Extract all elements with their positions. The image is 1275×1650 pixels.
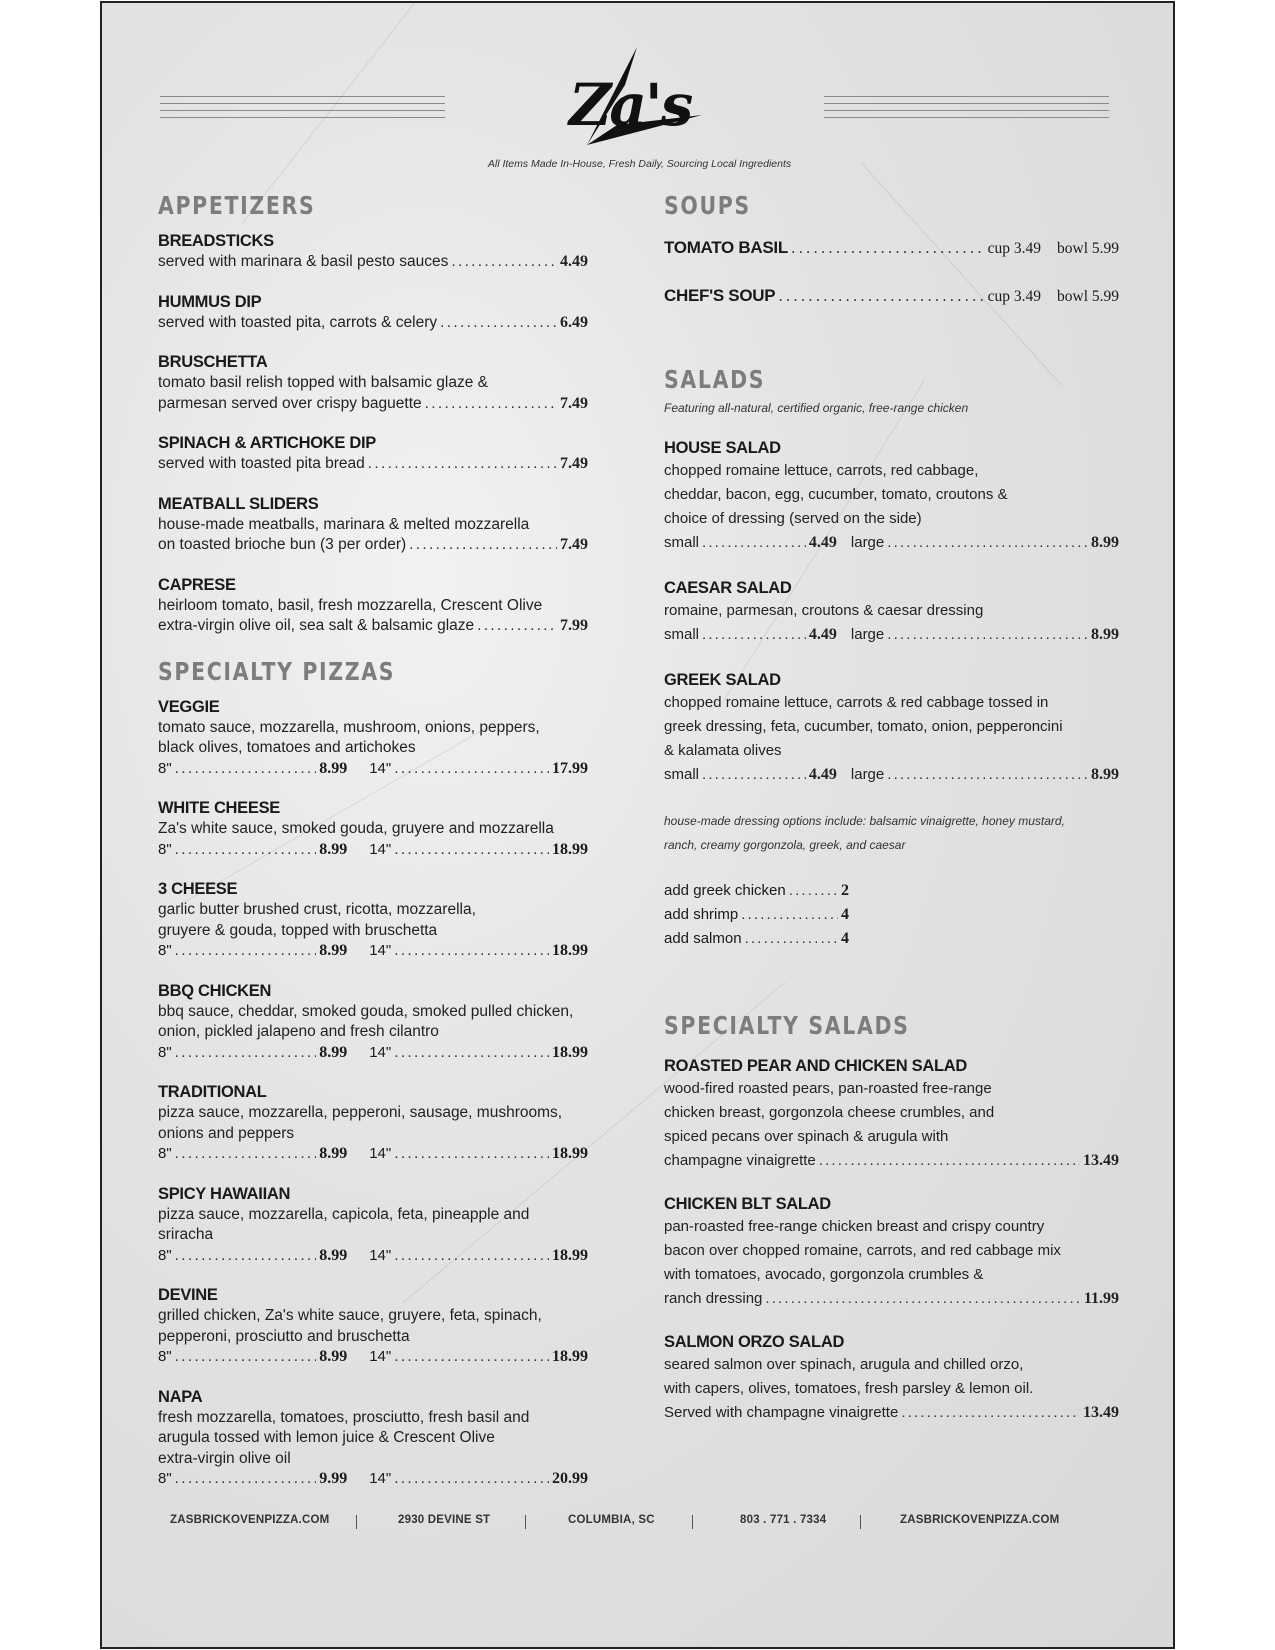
pizza-item [158,1081,588,1165]
salads-heading: SALADS [664,365,766,394]
small-size-price [158,840,347,861]
size-label: small [664,766,700,783]
size-price-row [158,1246,588,1267]
price-small: 8.99 [319,1043,348,1061]
price-large: 8.99 [1090,626,1119,643]
leader-dots [901,1401,1080,1425]
price-row [158,394,588,415]
small-size-price [158,1144,347,1165]
item-name: CHEF'S SOUP [664,286,776,305]
item-description: bbq sauce, cheddar, smoked gouda, smoked pulled chicken, [158,1002,574,1020]
item-description: champagne vinaigrette [664,1152,816,1169]
item-name: BREADSTICKS [158,232,274,250]
footer-phone: 803 . 771 . 7334 [740,1514,827,1526]
pizzas-list [158,696,588,1490]
size-price-row [158,1347,588,1368]
item-description: cheddar, bacon, egg, cucumber, tomato, croutons & [664,486,1008,503]
item-description: with tomatoes, avocado, gorgonzola crumbles & [664,1266,984,1283]
logo [557,45,717,155]
large-size-price [837,531,1119,555]
item-description: chopped romaine lettuce, carrots & red cabbage tossed in [664,694,1049,711]
price-row [158,616,588,637]
large-size-price [347,1043,588,1064]
item-price: 7.49 [560,455,588,472]
item-description: onions and peppers [158,1124,295,1142]
item-name: WHITE CHEESE [158,799,280,817]
large-size-price [347,759,588,780]
item-description: bacon over chopped romaine, carrots, and red cabbage mix [664,1242,1061,1259]
footer-address: 2930 DEVINE ST [398,1514,491,1526]
price-small: 8.99 [319,759,348,777]
size-label: 8" [158,942,172,959]
size-label: 14" [369,1145,392,1162]
item-name: NAPA [158,1387,203,1406]
large-size-price [347,1246,588,1267]
menu-page [100,1,1175,1649]
size-label: 8" [158,1246,172,1264]
soups-list [664,237,1119,307]
size-label: 14" [369,1246,392,1264]
item-description: extra-virgin olive oil, sea salt & balsamic glaze [158,617,475,634]
large-size-price [347,941,588,962]
size-label: 8" [158,840,172,858]
leader-dots [887,763,1088,787]
price-row [158,313,588,334]
item-description: served with toasted pita bread [158,455,365,472]
tagline: All Items Made In-House, Fresh Daily, Sourcing Local Ingredients [487,158,792,170]
price-small: 4.49 [808,766,837,783]
specialty-salad-item [664,1055,1119,1173]
large-size-price [347,1144,588,1165]
size-label: 8" [158,1043,172,1061]
leader-dots [394,1347,549,1368]
header-rules-right [824,96,1109,124]
large-size-price [837,623,1119,647]
item-description: with capers, olives, tomatoes, fresh parsley & lemon oil. [664,1380,1034,1397]
salads-list [664,437,1119,787]
size-price-row [664,623,1119,647]
price-row [158,535,588,556]
item-description: heirloom tomato, basil, fresh mozzarella, Crescent Olive [158,596,543,614]
price-small: 8.99 [319,942,348,959]
leader-dots [394,840,549,861]
logo-text: Za's [569,71,692,139]
leader-dots [702,763,806,787]
price-row [158,454,588,475]
price-small: 9.99 [319,1470,348,1487]
appetizer-item [158,230,588,273]
leader-dots [175,1347,317,1368]
item-name: ROASTED PEAR AND CHICKEN SALAD [664,1057,967,1075]
item-name: SALMON ORZO SALAD [664,1333,845,1351]
size-label: 14" [369,840,392,858]
price-large: 8.99 [1090,534,1119,551]
price-small: 4.49 [808,626,837,643]
item-description: greek dressing, feta, cucumber, tomato, onion, pepperoncini [664,718,1063,735]
footer [102,1514,1175,1534]
specialty-salad-item [664,1331,1119,1425]
item-description: Served with champagne vinaigrette [664,1404,899,1421]
leader-dots [702,531,806,555]
item-price: 11.99 [1083,1290,1119,1307]
small-size-price [158,759,347,780]
leader-dots [887,531,1088,555]
dressing-note-line: house-made dressing options include: balsamic vinaigrette, honey mustard, [664,814,1065,828]
dressing-note-line: ranch, creamy gorgonzola, greek, and caesar [664,838,906,852]
pizza-item [158,797,588,860]
left-column [158,191,588,1508]
item-description: ranch dressing [664,1290,763,1307]
price-row [664,1401,1119,1425]
item-description: garlic butter brushed crust, ricotta, mozzarella, [158,901,476,918]
specialty-salad-item [664,1193,1119,1311]
price-large: 18.99 [551,1246,588,1264]
item-description: seared salmon over spinach, arugula and chilled orzo, [664,1356,1024,1373]
item-description: on toasted brioche bun (3 per order) [158,536,407,553]
small-size-price [664,623,837,647]
salad-item [664,437,1119,555]
item-name: SPINACH & ARTICHOKE DIP [158,434,377,452]
leader-dots [440,313,557,334]
salad-item [664,669,1119,787]
leader-dots [778,286,982,306]
price-small: 8.99 [319,1145,348,1162]
item-name: BBQ CHICKEN [158,981,272,1000]
item-description: pepperoni, prosciutto and bruschetta [158,1327,410,1345]
size-label: 14" [369,1348,392,1365]
item-price: 7.49 [560,536,588,553]
leader-dots [425,394,557,415]
item-description: wood-fired roasted pears, pan-roasted free-range [664,1080,992,1097]
soup-cup-price: cup 3.49 [987,288,1041,305]
appetizers-list [158,230,588,637]
item-name: HUMMUS DIP [158,292,262,311]
specialty-salads-heading: SPECIALTY SALADS [664,1011,910,1040]
large-size-price [837,763,1119,787]
leader-dots [175,840,317,861]
item-description: served with toasted pita, carrots & celery [158,313,438,331]
small-size-price [664,763,837,787]
size-price-row [158,759,588,780]
item-price: 13.49 [1083,1152,1119,1169]
addon-item [664,879,849,903]
footer-divider [525,1515,526,1529]
soup-bowl-price: bowl 5.99 [1057,288,1119,305]
footer-website-left: ZASBRICKOVENPIZZA.COM [170,1514,330,1526]
size-label: 14" [369,759,392,777]
item-name: TRADITIONAL [158,1083,267,1101]
item-name: HOUSE SALAD [664,439,781,457]
item-description: pizza sauce, mozzarella, capicola, feta, pineapple and sriracha [158,1205,530,1243]
leader-dots [175,1043,317,1064]
soup-bowl-price: bowl 5.99 [1057,240,1119,257]
price-large: 18.99 [551,942,588,959]
small-size-price [158,1469,347,1490]
size-label: large [850,626,885,643]
size-label: 8" [158,1470,172,1487]
item-description: pizza sauce, mozzarella, pepperoni, sausage, mushrooms, [158,1104,563,1121]
salads-subtitle: Featuring all-natural, certified organic, free-range chicken [664,401,969,415]
addon-label: add greek chicken [664,882,786,899]
specialty-salads-list [664,1055,1119,1425]
item-name: CHICKEN BLT SALAD [664,1195,831,1213]
pizza-item [158,1183,588,1267]
size-price-row [158,1043,588,1064]
leader-dots [394,1144,549,1165]
appetizer-item [158,432,588,475]
pizza-item [158,1284,588,1368]
pizzas-heading: SPECIALTY PIZZAS [158,656,396,686]
addon-price: 4 [841,930,849,947]
size-price-row [664,763,1119,787]
item-price: 7.99 [560,617,588,634]
small-size-price [158,1347,347,1368]
price-small: 8.99 [319,840,348,858]
leader-dots [394,1246,549,1267]
size-price-row [158,941,588,962]
addon-item [664,903,849,927]
price-large: 17.99 [551,759,588,777]
leader-dots [394,941,549,962]
size-label: 8" [158,1145,172,1162]
item-description: choice of dressing (served on the side) [664,510,922,527]
small-size-price [158,1043,347,1064]
item-description: chopped romaine lettuce, carrots, red cabbage, [664,462,979,479]
item-description: Za's white sauce, smoked gouda, gruyere and mozzarella [158,820,554,837]
item-description: tomato basil relish topped with balsamic glaze & [158,374,488,391]
leader-dots [745,927,838,951]
leader-dots [702,623,806,647]
price-row [664,1287,1119,1311]
item-name: DEVINE [158,1286,218,1304]
size-price-row [158,1469,588,1490]
pizza-item [158,1386,588,1490]
price-large: 18.99 [551,840,588,858]
right-column [664,191,1119,1445]
leader-dots [741,903,838,927]
leader-dots [175,1246,317,1267]
small-size-price [158,941,347,962]
size-label: 14" [369,1470,392,1487]
appetizer-item [158,291,588,334]
pizza-item [158,696,588,780]
price-row [664,1149,1119,1173]
size-label: large [850,766,885,783]
footer-divider [356,1515,357,1529]
item-description: extra-virgin olive oil [158,1449,291,1467]
item-price: 6.49 [560,313,588,331]
addons-list [664,879,1119,951]
item-name: SPICY HAWAIIAN [158,1184,291,1203]
item-description: fresh mozzarella, tomatoes, prosciutto, fresh basil and [158,1408,530,1426]
item-name: VEGGIE [158,697,220,716]
soup-item [664,285,1119,307]
item-description: & kalamata olives [664,742,782,759]
size-label: 8" [158,1348,172,1365]
item-description: chicken breast, gorgonzola cheese crumbles, and [664,1104,995,1121]
leader-dots [175,1144,317,1165]
item-description: house-made meatballs, marinara & melted mozzarella [158,515,530,533]
item-name: GREEK SALAD [664,671,781,689]
addon-label: add salmon [664,930,742,947]
price-small: 8.99 [319,1246,348,1264]
appetizer-item [158,351,588,414]
item-description: gruyere & gouda, topped with bruschetta [158,921,438,939]
item-price: 7.49 [560,394,588,412]
size-label: large [850,534,885,551]
small-size-price [664,531,837,555]
small-size-price [158,1246,347,1267]
price-large: 8.99 [1090,766,1119,783]
leader-dots [394,1043,549,1064]
soup-item [664,237,1119,259]
item-description: onion, pickled jalapeno and fresh cilantro [158,1023,439,1040]
leader-dots [789,879,838,903]
leader-dots [409,535,557,556]
leader-dots [451,252,557,273]
price-large: 20.99 [551,1470,588,1487]
footer-city: COLUMBIA, SC [568,1514,655,1526]
size-price-row [664,531,1119,555]
large-size-price [347,1469,588,1490]
item-description: arugula tossed with lemon juice & Crescent Olive [158,1429,495,1446]
size-price-row [158,840,588,861]
item-description: black olives, tomatoes and artichokes [158,739,416,756]
appetizers-heading: APPETIZERS [158,191,316,220]
price-large: 18.99 [551,1348,588,1365]
addon-item [664,927,849,951]
size-label: 14" [369,942,392,959]
item-price: 13.49 [1083,1404,1119,1421]
item-name: BRUSCHETTA [158,353,268,371]
price-large: 18.99 [551,1043,588,1061]
leader-dots [175,941,317,962]
pizza-item [158,980,588,1064]
item-name: CAPRESE [158,575,236,594]
item-description: tomato sauce, mozzarella, mushroom, onions, peppers, [158,718,540,736]
footer-divider [860,1515,861,1529]
size-price-row [158,1144,588,1165]
addon-price: 2 [841,882,849,899]
item-name: 3 CHEESE [158,880,238,898]
item-description: served with marinara & basil pesto sauces [158,253,449,270]
price-large: 18.99 [551,1145,588,1162]
price-small: 4.49 [808,534,837,551]
leader-dots [175,1469,317,1490]
leader-dots [394,1469,549,1490]
item-name: MEATBALL SLIDERS [158,494,319,513]
item-name: CAESAR SALAD [664,579,792,597]
leader-dots [887,623,1088,647]
leader-dots [394,759,549,780]
leader-dots [368,454,557,475]
item-description: spiced pecans over spinach & arugula with [664,1128,949,1145]
price-small: 8.99 [319,1348,348,1365]
item-price: 4.49 [560,253,588,270]
item-name: TOMATO BASIL [664,238,788,257]
item-description: pan-roasted free-range chicken breast and crispy country [664,1218,1045,1235]
leader-dots [477,616,557,637]
item-description: parmesan served over crispy baguette [158,394,422,412]
size-label: small [664,626,700,643]
item-description: romaine, parmesan, croutons & caesar dressing [664,602,984,619]
soup-cup-price: cup 3.49 [987,240,1041,257]
dressing-note [664,809,1119,857]
large-size-price [347,1347,588,1368]
appetizer-item [158,574,588,637]
large-size-price [347,840,588,861]
appetizer-item [158,493,588,556]
size-label: 8" [158,759,172,777]
addon-price: 4 [841,906,849,923]
soups-heading: SOUPS [664,191,751,220]
price-row [158,252,588,273]
leader-dots [765,1287,1080,1311]
salad-item [664,577,1119,647]
size-label: 14" [369,1043,392,1061]
leader-dots [819,1149,1080,1173]
leader-dots [791,238,983,258]
leader-dots [175,759,317,780]
addon-label: add shrimp [664,906,739,923]
size-label: small [664,534,700,551]
header-rules-left [160,96,445,124]
footer-website-right: ZASBRICKOVENPIZZA.COM [900,1514,1060,1526]
pizza-item [158,878,588,962]
item-description: grilled chicken, Za's white sauce, gruyere, feta, spinach, [158,1307,542,1324]
footer-divider [692,1515,693,1529]
